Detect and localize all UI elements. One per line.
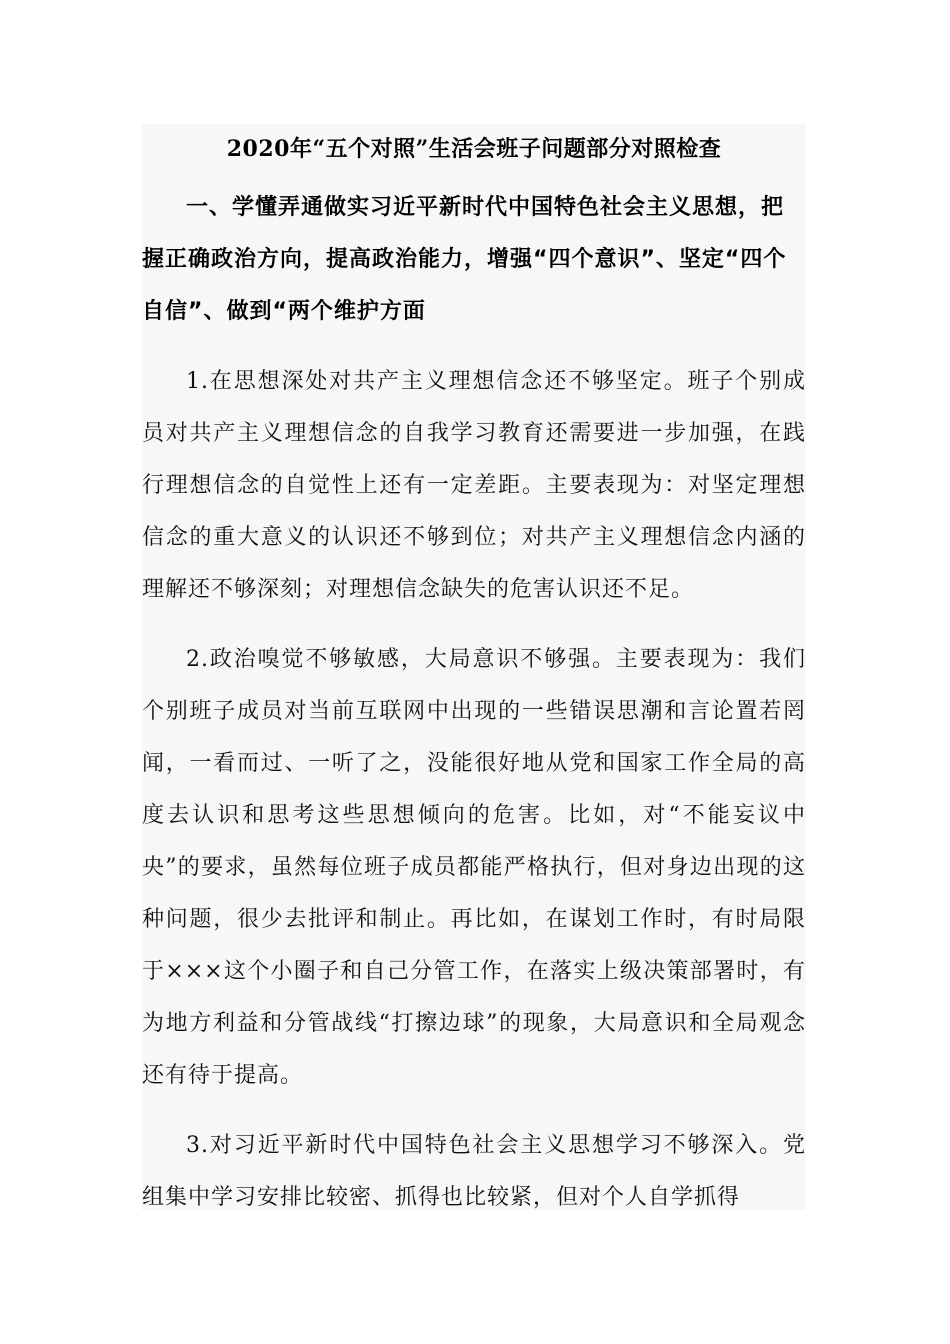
document-title: 2020年“五个对照”生活会班子问题部分对照检查 [226,136,722,162]
paragraph-2: 2.政治嗅觉不够敏感，大局意识不够强。主要表现为：我们个别班子成员对当前互联网中出现的一些错误思潮和言论置若罔闻，一看而过、一听了之，没能很好地从党和国家工作全局的高度去认识和思考这些思想倾向的危害。比如，对“不能妄议中央”的要求，虽然每位班子成员都能严格执行，但对身边出现的这种问题，很少去批评和制止。再比如，在谋划工作时，有时局限于×××这个小圈子和自己分管工作，在落实上级决策部署时，有为地方利益和分管战线“打擦边球”的现象，大局意识和全局观念还有待于提高。 [142,647,806,1088]
paragraph-3: 3.对习近平新时代中国特色社会主义思想学习不够深入。党组集中学习安排比较密、抓得也比较紧，但对个人自学抓得 [142,1133,806,1210]
document-page [142,124,806,1210]
section-heading: 一、学懂弄通做实习近平新时代中国特色社会主义思想，把握正确政治方向，提高政治能力，增强“四个意识”、坚定“四个自信”、做到“两个维护方面 [142,195,787,324]
paragraph-1: 1.在思想深处对共产主义理想信念还不够坚定。班子个别成员对共产主义理想信念的自我学习教育还需要进一步加强，在践行理想信念的自觉性上还有一定差距。主要表现为：对坚定理想信念的重大意义的认识还不够到位；对共产主义理想信念内涵的理解还不够深刻；对理想信念缺失的危害认识还不足。 [142,369,806,602]
